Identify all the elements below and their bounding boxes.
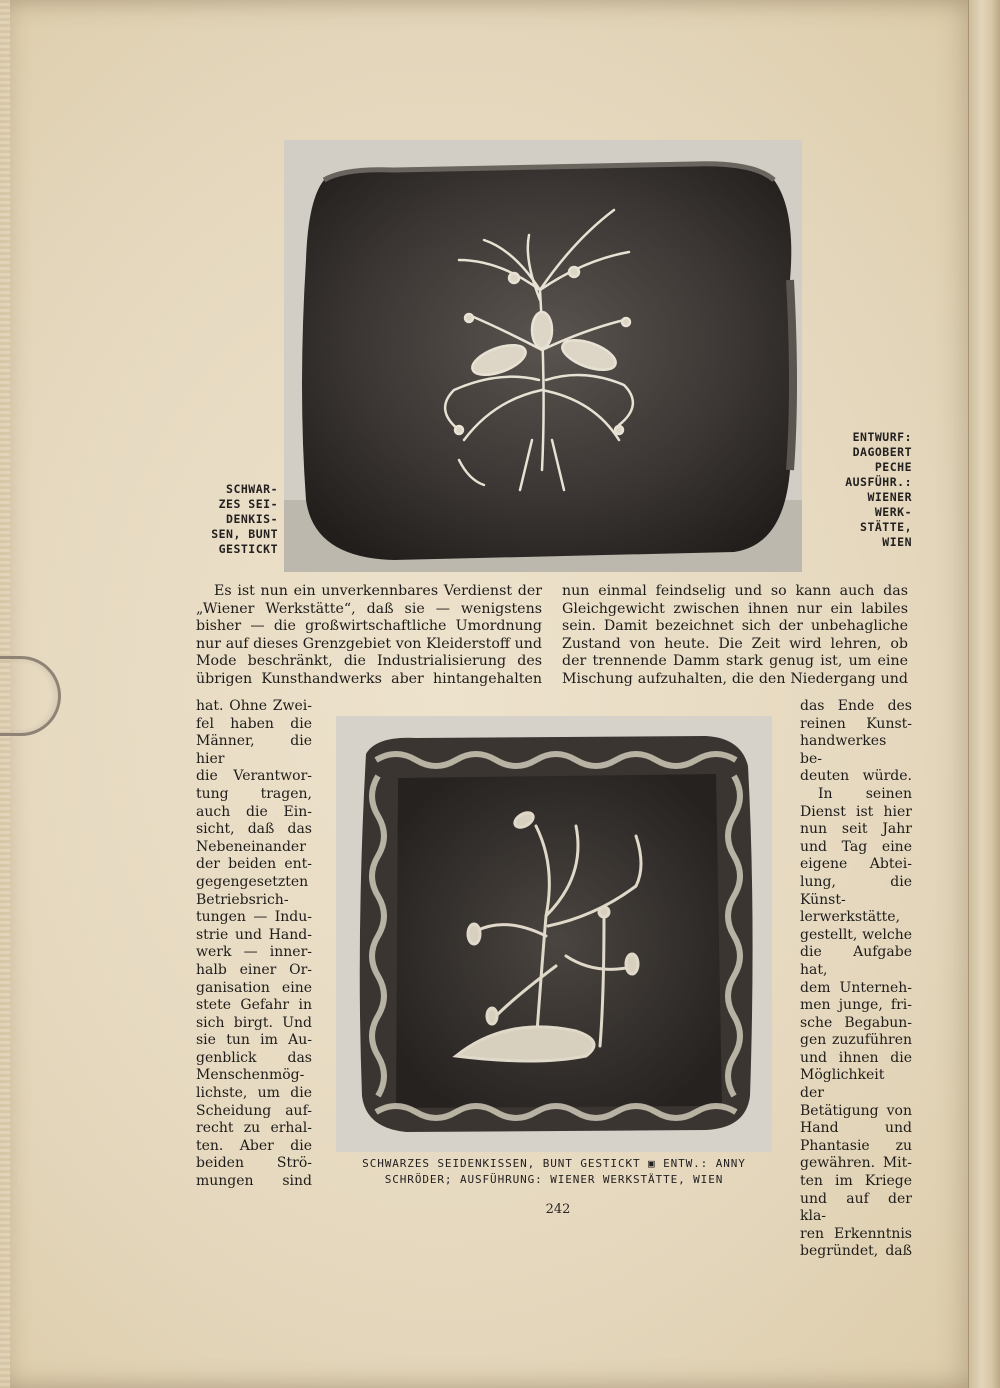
text-line: übrigen Kunsthandwerks aber hintangehalten	[196, 670, 542, 687]
text-line: sie tun im Au-	[196, 1032, 312, 1049]
caption-right-line: WERK-	[874, 505, 912, 519]
text-line: dem Unterneh-	[800, 979, 912, 996]
article-column-1-top	[196, 583, 542, 689]
cushion-illustration-1	[284, 140, 802, 572]
book-gutter	[968, 0, 1000, 1388]
caption-left-line: GESTICKT	[218, 542, 278, 556]
text-line: nun einmal feindselig und so kann auch das	[562, 583, 908, 599]
text-line: ren Erkenntnis	[800, 1225, 912, 1242]
text-line: der beiden ent-	[196, 856, 312, 873]
text-line: gegengesetzten	[196, 873, 309, 890]
text-line: eigene Abtei-	[800, 856, 912, 873]
text-line: genblick das	[196, 1049, 312, 1066]
caption-right-line: STÄTTE,	[860, 520, 912, 534]
text-line: Nebeneinander	[196, 838, 306, 855]
text-line: gewähren. Mit-	[800, 1155, 912, 1172]
caption-left-line: DENKIS-	[226, 512, 278, 526]
text-line: handwerkes be-	[800, 733, 887, 767]
caption-right-line: WIEN	[882, 535, 912, 549]
text-line: Hand und	[800, 1120, 912, 1137]
text-line: lerwerkstätte,	[800, 909, 901, 926]
text-line: sich birgt. Und	[196, 1014, 312, 1031]
page-number: 242	[545, 1202, 571, 1217]
cushion-photo-schroeder	[336, 716, 772, 1152]
text-line: Es ist nun ein unverkennbares Verdienst der	[214, 583, 542, 599]
caption-bottom-line: SCHWARZES SEIDENKISSEN, BUNT GESTICKT ▣ ENTW.: ANNY	[362, 1157, 746, 1170]
caption-right-line: DAGOBERT	[852, 445, 912, 459]
text-line: gen zuzuführen	[800, 1032, 912, 1049]
text-line: begründet, daß	[800, 1243, 912, 1260]
text-line: auch die Ein-	[196, 803, 312, 820]
text-line: Dienst ist hier	[800, 803, 912, 820]
text-line: reinen Kunst-	[800, 715, 912, 732]
text-line: ganisation eine	[196, 979, 312, 996]
caption-right-line: WIENER	[867, 490, 912, 504]
text-line: Menschenmög-	[196, 1067, 305, 1084]
text-line: Betriebsrich-	[196, 891, 289, 908]
caption-right-line: PECHE	[874, 460, 912, 474]
article-column-2-narrow	[800, 698, 912, 1261]
text-line: und Tag eine	[800, 838, 912, 855]
caption-left	[182, 482, 278, 557]
caption-bottom-line: SCHRÖDER; AUSFÜHRUNG: WIENER WERKSTÄTTE, WIEN	[384, 1173, 724, 1186]
text-line: nur auf dieses Grenzgebiet von Kleiderstoff und	[196, 635, 542, 652]
text-line: Phantasie zu	[800, 1137, 912, 1154]
text-line: gestellt, welche	[800, 926, 912, 943]
text-line: Mischung aufzuhalten, die den Niedergang und	[562, 670, 908, 687]
text-line: werk — inner-	[196, 944, 312, 961]
caption-left-line: SEN, BUNT	[211, 527, 278, 541]
text-line: sein. Damit bezeichnet sich der unbehagliche	[562, 618, 908, 635]
caption-right	[812, 430, 912, 550]
text-line: strie und Hand-	[196, 926, 312, 943]
text-line: stete Gefahr in	[196, 997, 312, 1014]
text-line: recht zu erhal-	[196, 1120, 312, 1137]
caption-bottom	[324, 1156, 784, 1188]
cushion-illustration-2	[336, 716, 772, 1152]
text-line: halb einer Or-	[196, 961, 312, 978]
text-line: „Wiener Werkstätte“, daß sie — wenigstens	[196, 600, 542, 617]
text-line: und ihnen die	[800, 1049, 912, 1066]
text-line: Zustand von heute. Die Zeit wird lehren, ob	[562, 635, 908, 652]
text-line: ten. Aber die	[196, 1137, 312, 1154]
cushion-photo-peche	[284, 140, 802, 572]
article-column-1-narrow	[196, 698, 312, 1191]
text-line: mungen sind	[196, 1173, 312, 1190]
text-line: tung tragen,	[196, 785, 312, 802]
text-line: sicht, daß das	[196, 821, 312, 838]
text-line: lichste, um die	[196, 1085, 312, 1102]
text-line: Männer, die hier	[196, 733, 312, 767]
text-line: deuten würde.	[800, 768, 912, 785]
text-line: fel haben die	[196, 715, 312, 732]
text-line: Gleichgewicht zwischen ihnen nur ein labiles	[562, 600, 908, 617]
text-line: bisher — die großwirtschaftliche Umordnung	[196, 618, 542, 635]
text-line: lung, die Künst-	[800, 873, 912, 908]
text-line: das Ende des	[800, 698, 912, 714]
text-line: men junge, fri-	[800, 997, 912, 1014]
text-line: ten im Kriege	[800, 1173, 912, 1190]
text-line: und auf der kla-	[800, 1190, 912, 1225]
caption-left-line: SCHWAR-	[226, 482, 278, 496]
text-line: Scheidung auf-	[196, 1102, 312, 1119]
text-line: sche Begabun-	[800, 1014, 912, 1031]
text-line: die Aufgabe hat,	[800, 944, 912, 978]
caption-right-line: AUSFÜHR.:	[845, 475, 912, 489]
text-line: der trennende Damm stark genug ist, um eine	[562, 653, 908, 670]
caption-left-line: ZES SEI-	[218, 497, 278, 511]
text-line: beiden Strö-	[196, 1155, 312, 1172]
text-line: nun seit Jahr	[800, 821, 912, 838]
text-line: Möglichkeit der	[800, 1067, 885, 1102]
article-column-2-top	[562, 583, 908, 689]
text-line: tungen — Indu-	[196, 909, 312, 926]
text-line: hat. Ohne Zwei-	[196, 698, 312, 714]
text-line: Mode beschränkt, die Industrialisierung des	[196, 653, 542, 670]
text-line: Betätigung von	[800, 1102, 912, 1119]
text-line: die Verantwor-	[196, 768, 312, 785]
caption-right-line: ENTWURF:	[852, 430, 912, 444]
text-line: In seinen	[818, 785, 912, 802]
